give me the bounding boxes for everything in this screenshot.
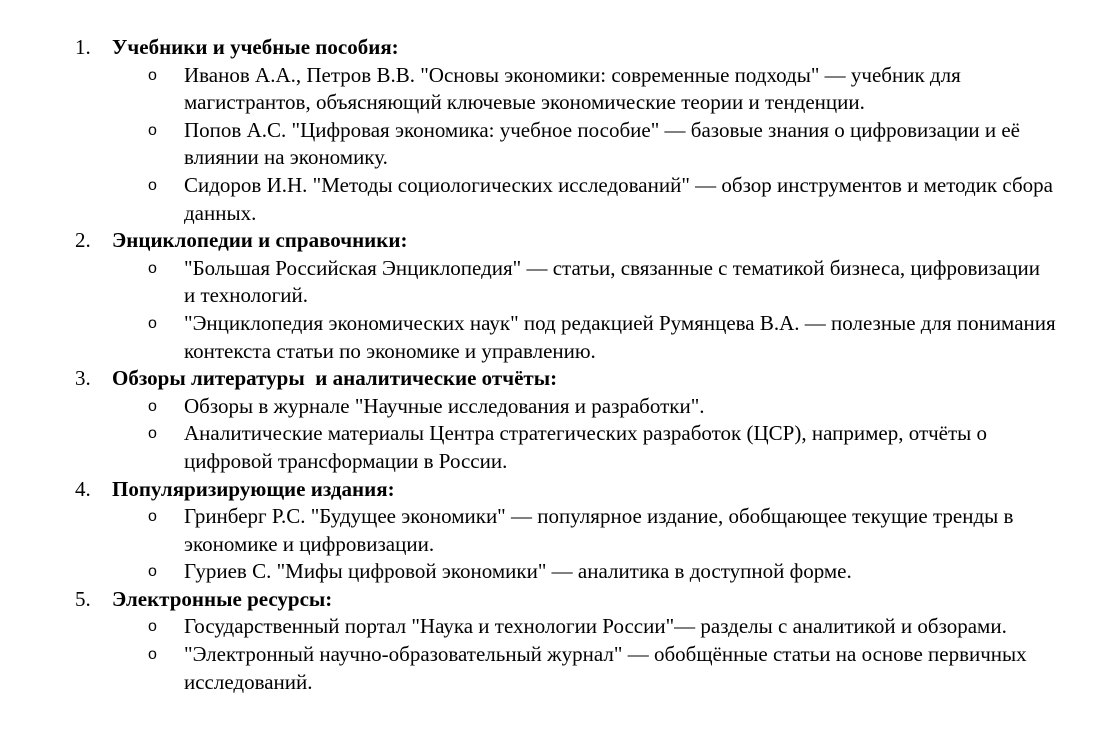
list-item-text: Аналитические материалы Центра стратегических разработок (ЦСР), например, отчёты о цифровой трансформации в России. [184,421,988,473]
list-item-text: "Большая Российская Энциклопедия" — статьи, связанные с тематикой бизнеса, цифровизации и технологий. [184,255,1040,308]
section-title: Обзоры литературы и аналитические отчёты: [112,366,558,391]
list-item [0,503,1106,558]
section-heading [0,227,1106,255]
list-item [0,62,1106,117]
section-heading [0,34,1106,62]
list-item [0,613,1106,641]
bullet-icon: o [148,121,157,139]
list-item-text: Государственный портал "Наука и технологии России"— разделы с аналитикой и обзорами. [184,614,1007,639]
bullet-icon: o [148,397,157,415]
section-number: 4. [75,476,91,501]
list-item-text: Сидоров И.Н. "Методы социологических исследований" — обзор инструментов и методик сбора данных. [184,172,1053,225]
list-item [0,255,1106,310]
list-item-text: Гуриев С. "Мифы цифровой экономики" — аналитика в доступной форме. [184,559,852,584]
bullet-icon: o [148,425,157,443]
list-item-text: Обзоры в журнале "Научные исследования и разработки". [184,393,705,418]
section-number: 2. [75,228,91,253]
bullet-icon: o [148,314,157,332]
section-title: Энциклопедии и справочники: [112,228,408,253]
list-item-text: Попов А.С. "Цифровая экономика: учебное пособие" — базовые знания о цифровизации и её влиянии на экономику. [184,117,1020,170]
bullet-icon: o [148,176,157,194]
bullet-icon: o [148,563,157,581]
bullet-icon: o [148,646,157,664]
bullet-icon: o [148,618,157,636]
list-item-text: Иванов А.А., Петров В.В. "Основы экономики: современные подходы" — учебник для магистрантов, объясняющий ключевые экономические теории и тенденции. [184,62,961,115]
section-number: 5. [75,586,91,611]
section-title: Популяризирующие издания: [112,476,395,501]
bullet-icon: o [148,508,157,526]
list-item-text: "Электронный научно-образовательный журнал" — обобщённые статьи на основе первичных исследований. [184,642,1027,694]
section-heading [0,365,1106,393]
list-item [0,420,1106,475]
bullet-icon: o [148,259,157,277]
section-heading [0,586,1106,614]
reference-list [0,34,1106,696]
list-item [0,117,1106,172]
section-number: 3. [75,366,91,391]
section-title: Электронные ресурсы: [112,586,333,611]
list-item-text: Гринберг Р.С. "Будущее экономики" — популярное издание, обобщающее текущие тренды в экономике и цифровизации. [184,504,1014,556]
section-number: 1. [75,35,91,59]
section-title: Учебники и учебные пособия: [112,35,399,59]
section-heading [0,476,1106,504]
list-item [0,393,1106,421]
list-item [0,558,1106,586]
list-item [0,310,1106,365]
list-item [0,172,1106,227]
list-item-text: "Энциклопедия экономических наук" под редакцией Румянцева В.А. — полезные для понимания контекста статьи по экономике и управлению. [184,310,1056,363]
bullet-icon: o [148,66,157,84]
list-item [0,641,1106,696]
